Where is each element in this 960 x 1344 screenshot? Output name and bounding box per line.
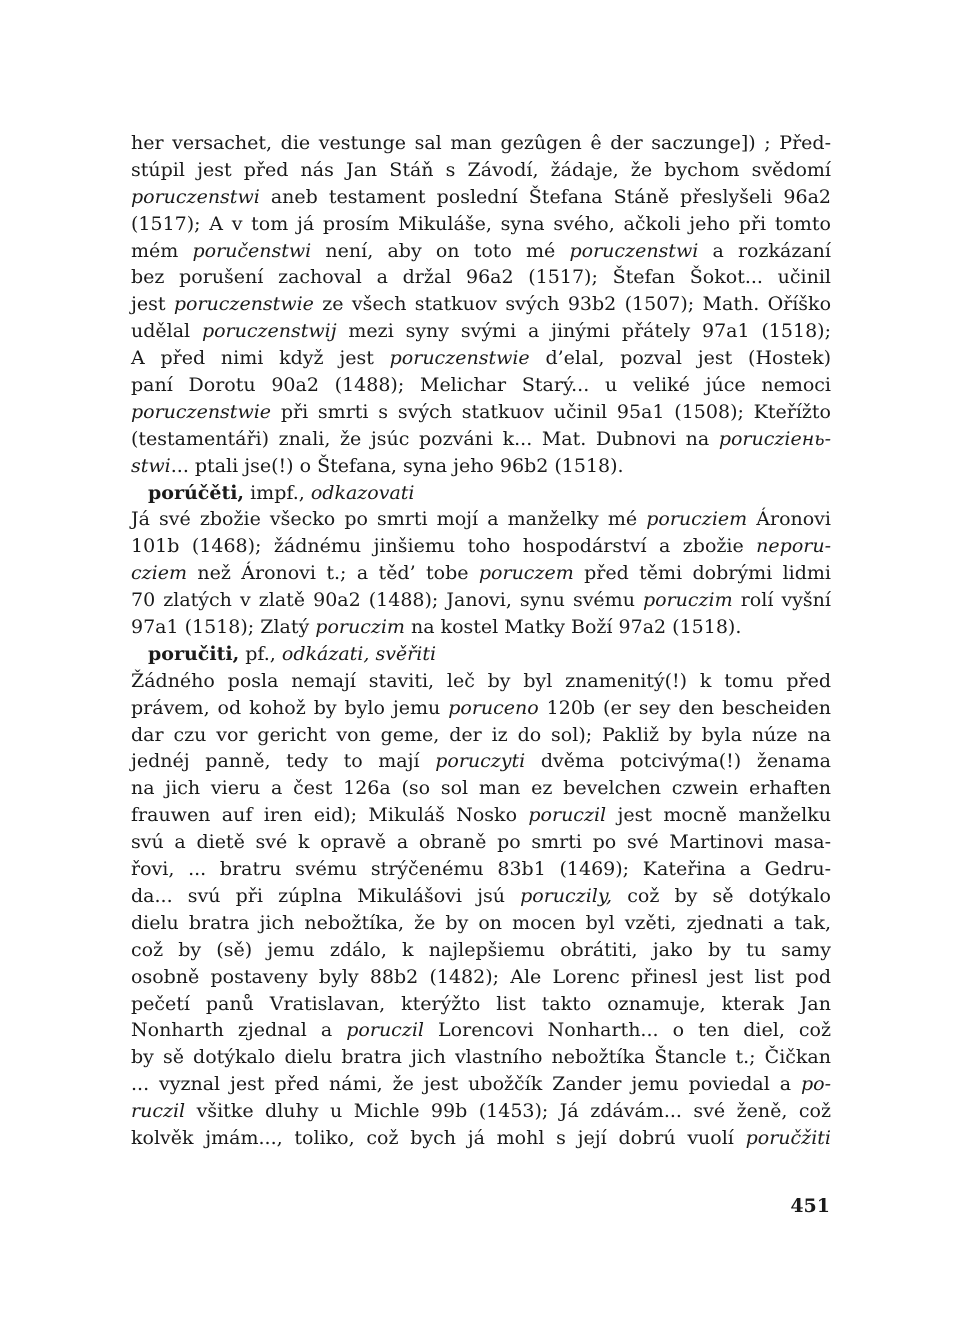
text-line <box>131 238 831 265</box>
text-segment: jednéj panně, tedy to mají <box>131 750 436 773</box>
text-segment: Žádného posla nemají staviti, leč by byl znamenitý(!) k tomu před <box>131 669 831 692</box>
text-line <box>131 399 831 426</box>
text-segment: řovi, ... bratru svému strýčenému 83b1 (1469); Kateřina a Gedru- <box>131 858 831 881</box>
italic-term: poruczenstwij <box>201 320 337 343</box>
text-segment: dvěma potcivýma(!) ženama <box>525 750 832 773</box>
text-line <box>131 856 831 883</box>
italic-term: poručžiti <box>745 1126 831 1149</box>
italic-term: poruczenstwi <box>131 185 260 208</box>
text-segment: než Áronovi t.; a těd’ tobe <box>187 562 479 585</box>
italic-term: poruczily, <box>520 884 613 907</box>
text-segment: a rozkázaní <box>698 239 831 262</box>
text-line <box>131 506 831 533</box>
text-line <box>131 426 831 453</box>
text-segment: dar czu vor gericht von geme, der iz do sol); Pakliž by byla núze na <box>131 723 831 746</box>
text-segment: pf., <box>239 642 282 665</box>
text-segment: stúpil jest před nás Jan Stáň s Závodí, žádaje, že bychom svědomí <box>131 158 831 181</box>
text-line <box>131 453 831 480</box>
text-segment: her versachet, die vestunge sal man gezûgen ê der saczunge]) ; Před- <box>131 132 831 154</box>
entry-headword: poručiti, <box>148 642 240 665</box>
text-line <box>131 1125 831 1152</box>
page-number: 451 <box>790 1195 830 1217</box>
text-line <box>131 775 831 802</box>
text-line <box>131 964 831 991</box>
italic-term: poruczem <box>478 562 574 585</box>
italic-term: poruczim <box>642 589 733 612</box>
text-segment: ... vyznal jest před námi, že jest ubožčík Zander jemu poviedal a <box>131 1073 801 1096</box>
text-line <box>131 345 831 372</box>
text-line <box>131 372 831 399</box>
text-line <box>131 1098 831 1125</box>
text-line <box>131 937 831 964</box>
text-segment: jest mocně manželku <box>606 804 831 827</box>
text-segment: při smrti s svých statkuov učinil 95a1 (1508); Kteřížto <box>271 400 831 423</box>
text-segment: 97a1 (1518); Zlatý <box>131 616 316 639</box>
italic-term: poruczenstwie <box>389 347 530 370</box>
text-segment: Nonharth zjednal a <box>131 1019 347 1042</box>
text-segment: na jich vieru a čest 126a (so sol man ez bevelchen czwein erhaften <box>131 777 831 800</box>
italic-term: stwi <box>131 454 171 477</box>
text-line <box>131 883 831 910</box>
text-line <box>131 587 831 614</box>
text-line <box>131 560 831 587</box>
text-segment: Lorencovi Nonharth... o ten diel, což <box>424 1019 832 1042</box>
text-line <box>131 318 831 345</box>
text-line <box>131 1044 831 1071</box>
text-line <box>131 641 831 668</box>
italic-term: poruczenstwie <box>131 400 272 423</box>
text-line <box>131 829 831 856</box>
text-segment: 120b (er sey den bescheiden <box>538 696 831 719</box>
text-line <box>131 748 831 775</box>
text-segment: Áronovi <box>747 508 831 531</box>
text-line <box>131 802 831 829</box>
text-line <box>131 614 831 641</box>
italic-term: poruceno <box>448 696 539 719</box>
text-segment: Já své zbožie všecko po smrti mojí a manželky mé <box>131 508 647 531</box>
text-line <box>131 184 831 211</box>
italic-term: poruczil <box>346 1019 424 1042</box>
text-segment: před těmi dobrými lidmi <box>573 562 831 585</box>
text-line <box>131 695 831 722</box>
text-segment: všitke dluhy u Michle 99b (1453); Já zdávám... své ženě, což <box>185 1100 831 1123</box>
text-segment: 101b (1468); žádnému jinšiemu toho hospodárství a zbožie <box>131 535 757 558</box>
text-segment: impf., <box>244 481 311 504</box>
entry-headword: porúčěti, <box>148 481 245 504</box>
text-segment: pečetí panů Vratislavan, kterýžto list takto oznamuje, kterak Jan <box>131 992 831 1015</box>
text-segment: mém <box>131 239 193 262</box>
text-segment: aneb testament poslední Štefana Stáně přeslyšeli 96a2 <box>259 185 831 208</box>
text-segment: da... svú při zúplna Mikulášovi jsú <box>131 884 521 907</box>
italic-term: poruczenstwi <box>569 239 699 262</box>
italic-term: po- <box>800 1073 831 1096</box>
italic-term: poruczyti <box>435 750 526 773</box>
italic-term: poruczenstwie <box>173 293 314 316</box>
text-segment: udělal <box>131 320 202 343</box>
text-segment: dielu bratra jich nebožtíka, že by on mocen byl vzěti, zjednati a tak, <box>131 911 831 934</box>
text-segment: ze všech statkuov svých 93b2 (1507); Math. Oříško <box>313 293 832 316</box>
text-line <box>131 211 831 238</box>
text-segment: paní Dorotu 90a2 (1488); Melichar Starý... u veliké júce nemoci <box>131 374 831 397</box>
text-line <box>131 291 831 318</box>
text-segment: (1517); A v tom já prosím Mikuláše, syna svého, ačkoli jeho při tomto <box>131 212 831 235</box>
body-text <box>131 130 831 1152</box>
text-line <box>131 533 831 560</box>
italic-term: cziem <box>131 562 187 585</box>
text-line <box>131 910 831 937</box>
text-segment: mezi syny svými a jinými přátely 97a1 (1518); <box>336 320 831 343</box>
text-segment: což by sě dotýkalo <box>612 884 831 907</box>
text-segment: frauwen auf iren eid); Mikuláš Nosko <box>131 804 529 827</box>
text-segment: by sě dotýkalo dielu bratra jich vlastního nebožtíka Štancle t.; Čičkan <box>131 1046 831 1069</box>
text-line <box>131 991 831 1018</box>
text-segment: rolí vyšní <box>732 589 831 612</box>
text-segment: osobně postaveny byly 88b2 (1482); Ale Lorenc přinesl jest list pod <box>131 965 831 988</box>
italic-term: poruczim <box>315 616 405 639</box>
text-segment: není, aby on toto mé <box>311 239 570 262</box>
text-segment: d’elal, pozval jest (Hostek) <box>529 347 832 370</box>
italic-term: porucziень- <box>718 427 831 450</box>
text-line <box>131 264 831 291</box>
text-segment: svú a dietě své k opravě a obraně po smrti po své Martinovi masa- <box>131 831 831 854</box>
text-line <box>131 157 831 184</box>
italic-term: odkázati, svěřiti <box>281 642 437 665</box>
text-line <box>131 130 831 157</box>
text-segment: na kostel Matky Boží 97a2 (1518). <box>404 616 742 639</box>
text-segment: A před nimi když jest <box>131 347 390 370</box>
text-line <box>131 480 831 507</box>
text-line <box>131 722 831 749</box>
text-segment: právem, od kohož by bylo jemu <box>131 696 449 719</box>
text-segment: (testamentáři) znali, že jsúc pozváni k... Mat. Dubnovi na <box>131 427 719 450</box>
text-segment: 70 zlatých v zlatě 90a2 (1488); Janovi, synu svému <box>131 589 643 612</box>
text-segment: kolvěk jmám..., toliko, což bych já mohl s její dobrú vuolí <box>131 1126 746 1149</box>
italic-term: ruczil <box>131 1100 186 1123</box>
text-segment: což by (sě) jemu zdálo, k najlepšiemu obrátiti, jako by tu samy <box>131 938 831 961</box>
text-line <box>131 1017 831 1044</box>
text-segment: bez porušení zachoval a držal 96a2 (1517); Štefan Šokot... učinil <box>131 266 831 289</box>
italic-term: neporu- <box>756 535 831 558</box>
text-line <box>131 1071 831 1098</box>
italic-term: odkazovati <box>310 481 415 504</box>
italic-term: poruczil <box>528 804 607 827</box>
text-segment: ... ptali jse(!) o Štefana, syna jeho 96b2 (1518). <box>170 454 624 477</box>
italic-term: porucziem <box>646 508 748 531</box>
text-line <box>131 668 831 695</box>
italic-term: poručenstwi <box>192 239 312 262</box>
text-segment: jest <box>131 293 174 316</box>
